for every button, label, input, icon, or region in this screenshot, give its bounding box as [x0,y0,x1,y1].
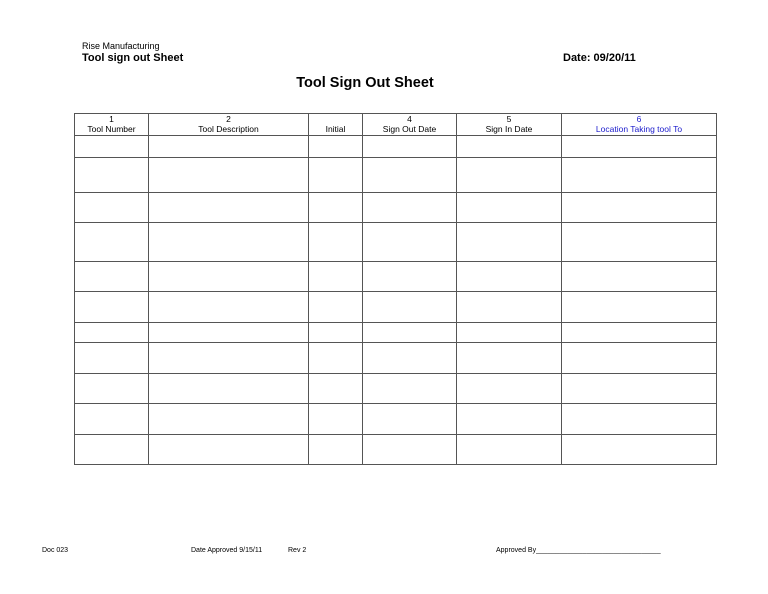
table-cell[interactable] [75,158,149,193]
footer-revision: Rev 2 [288,547,307,554]
table-cell[interactable] [149,223,309,262]
footer-date-approved: Date Approved 9/15/11 [191,547,263,554]
table-cell[interactable] [562,136,717,158]
table-row [75,136,717,158]
table-cell[interactable] [309,292,363,323]
column-header-sign-out-date [363,114,457,136]
table-cell[interactable] [363,435,457,465]
table-cell[interactable] [363,374,457,404]
tool-sign-out-table [74,113,717,465]
table-cell[interactable] [309,262,363,292]
table-cell[interactable] [562,223,717,262]
table-cell[interactable] [149,158,309,193]
column-header-tool-description [149,114,309,136]
table-cell[interactable] [309,374,363,404]
table-cell[interactable] [363,223,457,262]
table-cell[interactable] [457,323,562,343]
table-row [75,223,717,262]
footer-doc-number: Doc 023 [42,547,69,554]
table-cell[interactable] [363,404,457,435]
table-row [75,343,717,374]
table-cell[interactable] [149,136,309,158]
column-header-initial [309,114,363,136]
table-cell[interactable] [562,404,717,435]
table-cell[interactable] [75,435,149,465]
page-title-text: Tool Sign Out Sheet [296,75,434,91]
table-cell[interactable] [309,158,363,193]
company-name: Rise Manufacturing [82,41,160,51]
table-cell[interactable] [309,404,363,435]
table-cell[interactable] [562,193,717,223]
table-cell[interactable] [75,374,149,404]
column-label: Sign In Date [485,123,533,134]
table-cell[interactable] [457,435,562,465]
table-cell[interactable] [75,262,149,292]
column-label: Tool Number [87,123,136,134]
table-cell[interactable] [149,323,309,343]
table-cell[interactable] [457,193,562,223]
table-header-row [75,114,717,136]
column-header-sign-in-date [457,114,562,136]
table-row [75,292,717,323]
table-cell[interactable] [562,323,717,343]
table-cell[interactable] [75,404,149,435]
sheet-date: Date: 09/20/11 [563,52,636,64]
table-cell[interactable] [75,343,149,374]
table-cell[interactable] [363,136,457,158]
page-title [0,75,730,91]
column-number: 1 [109,114,114,124]
column-label: Tool Description [198,123,259,134]
table-cell[interactable] [363,343,457,374]
table-cell[interactable] [75,136,149,158]
table-cell[interactable] [562,343,717,374]
table-cell[interactable] [149,262,309,292]
table-cell[interactable] [363,323,457,343]
table-cell[interactable] [457,158,562,193]
table-cell[interactable] [363,262,457,292]
table-cell[interactable] [309,223,363,262]
table-cell[interactable] [149,193,309,223]
table-cell[interactable] [309,136,363,158]
table-cell[interactable] [363,193,457,223]
table-cell[interactable] [562,158,717,193]
table-cell[interactable] [363,292,457,323]
table-cell[interactable] [149,404,309,435]
table-cell[interactable] [457,343,562,374]
table-row [75,435,717,465]
table-row [75,193,717,223]
table-cell[interactable] [309,435,363,465]
column-number: 4 [407,114,412,124]
table-cell[interactable] [309,323,363,343]
column-header-location [562,114,717,136]
column-label: Sign Out Date [382,123,437,134]
table-cell[interactable] [75,323,149,343]
table-cell[interactable] [457,374,562,404]
table-cell[interactable] [149,292,309,323]
table-cell[interactable] [457,404,562,435]
table-cell[interactable] [75,223,149,262]
column-number: 5 [506,114,512,124]
table-cell[interactable] [562,292,717,323]
column-label: Initial [325,123,346,134]
table-cell[interactable] [75,193,149,223]
table-cell[interactable] [562,262,717,292]
table-cell[interactable] [457,292,562,323]
column-number: 2 [226,114,231,124]
table-cell[interactable] [562,435,717,465]
table-cell[interactable] [149,343,309,374]
table-cell[interactable] [149,435,309,465]
table-cell[interactable] [457,262,562,292]
table-row [75,404,717,435]
table-cell[interactable] [562,374,717,404]
table-cell[interactable] [75,292,149,323]
table-row [75,323,717,343]
column-header-tool-number [75,114,149,136]
table-cell[interactable] [149,374,309,404]
table-body [75,136,717,465]
table-row [75,158,717,193]
table-row [75,262,717,292]
table-cell[interactable] [457,136,562,158]
table-cell[interactable] [309,343,363,374]
table-cell[interactable] [309,193,363,223]
footer-approved-by: Approved By________________________________ [496,547,661,554]
sheet-subtitle: Tool sign out Sheet [82,52,184,64]
table-cell[interactable] [363,158,457,193]
column-label: Location Taking tool To [595,123,683,134]
table-cell[interactable] [457,223,562,262]
table-row [75,374,717,404]
column-number: 6 [636,114,642,124]
